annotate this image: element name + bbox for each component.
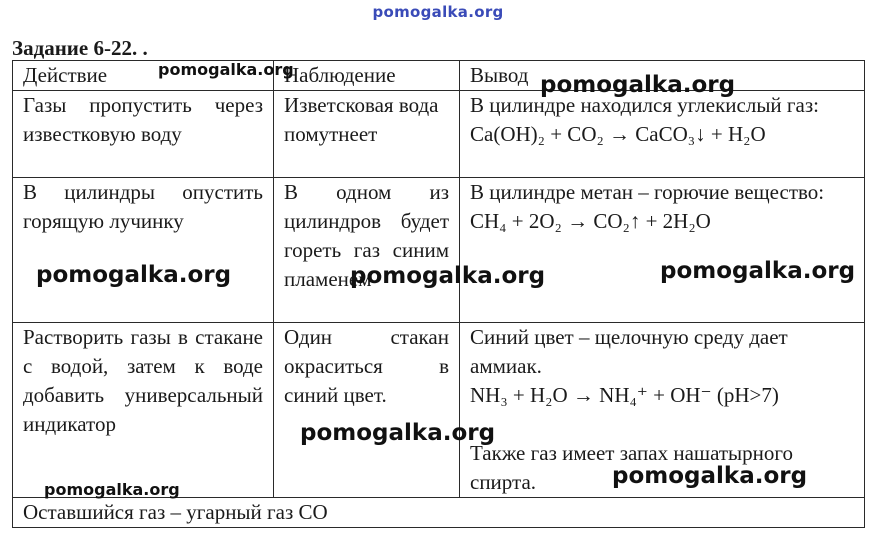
watermark: pomogalka.org — [158, 60, 294, 79]
watermark: pomogalka.org — [350, 263, 546, 289]
row3-extra: Также газ имеет запах нашатырного спирта. — [470, 441, 793, 494]
watermark: pomogalka.org — [612, 463, 808, 489]
row3-conclusion-text: Синий цвет – щелочную среду дает аммиак. — [470, 325, 788, 378]
watermark: pomogalka.org — [660, 258, 856, 284]
row3-action: Растворить газы в стакане с водой, затем к воде добавить универсальный индикатор — [13, 323, 274, 498]
task-title: Задание 6-22. . — [12, 36, 148, 60]
table-row — [13, 91, 865, 178]
row1-observation: Изветсковая вода помутнеет — [274, 91, 460, 178]
top-watermark: pomogalka.org — [372, 3, 504, 21]
footer-cell: Оставшийся газ – угарный газ CO — [13, 498, 865, 528]
row1-conclusion — [460, 91, 865, 178]
row1-conclusion-text: В цилиндре находился углекислый газ: — [470, 93, 819, 117]
table-header-row — [13, 61, 865, 91]
row2-conclusion-text: В цилиндре метан – горючие вещество: — [470, 180, 825, 204]
row3-formula: NH₃ + H₂O → NH₄⁺ + OH⁻ (pH>7) — [470, 383, 779, 407]
table-row — [13, 178, 865, 323]
row2-action: В цилиндры опустить горящую лучинку — [13, 178, 274, 323]
header-action: Действие — [13, 61, 274, 91]
watermark: pomogalka.org — [540, 72, 736, 98]
table-footer-row — [13, 498, 865, 528]
row1-formula: Ca(OH)₂ + CO₂ → CaCO₃↓ + H₂O — [470, 122, 766, 146]
watermark: pomogalka.org — [300, 420, 496, 446]
row1-action: Газы пропустить через известковую воду — [13, 91, 274, 178]
watermark: pomogalka.org — [36, 262, 232, 288]
header-observation: Наблюдение — [274, 61, 460, 91]
header-conclusion: Вывод — [460, 61, 865, 91]
row2-formula: CH₄ + 2O₂ → CO₂↑ + 2H₂O — [470, 209, 711, 233]
row3-observation: Один стакан окраситься в синий цвет. — [274, 323, 460, 498]
watermark: pomogalka.org — [44, 480, 180, 499]
experiment-table — [12, 60, 865, 528]
row2-conclusion — [460, 178, 865, 323]
row2-observation: В одном из цилиндров будет гореть газ синим пламенем — [274, 178, 460, 323]
